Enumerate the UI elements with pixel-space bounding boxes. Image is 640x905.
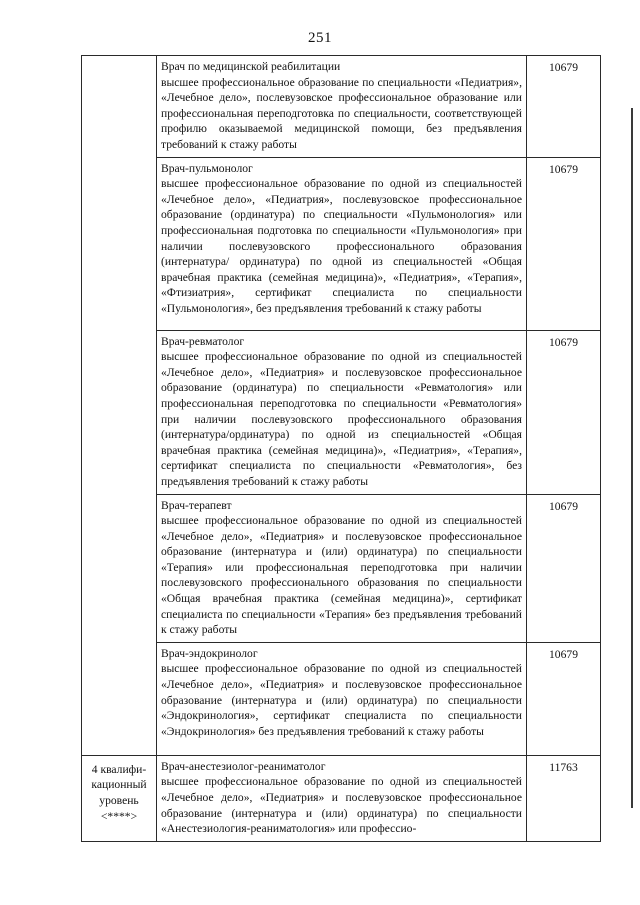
position-title: Врач по медицинской реабилитации [161,60,341,73]
table-row [82,755,601,841]
table-row [82,330,601,494]
salary-cell: 10679 [527,642,601,755]
page-number: 251 [308,30,332,46]
position-requirements: высшее профессиональное образование по одной из специальностей «Лечебное дело», «Педиатрия» и послевузовское профессиональное образование (ординатура) по специальности «Ревматология» или профессиональная переподготовка по специальности «Ревматология» при наличии послевузовского профессионального образования (интернатура/ординатура) по одной из специальностей «Общая врачебная практика (семейная медицина)», «Педиатрия», «Терапия», сертификат специалиста по специальности «Ревматология», без предъявления требований к стажу работы [161,350,522,488]
position-title: Врач-пульмонолог [161,161,253,175]
table-row [82,642,601,755]
salary-cell: 10679 [527,157,601,330]
position-requirements: высшее профессиональное образование по специальности «Педиатрия», «Лечебное дело», послевузовское профессиональное образование или профессиональная переподготовка по специальности, соответствующей профилю оказываемой медицинской помощи, без предъявления требований к стажу работы [161,75,522,151]
salary-cell: 10679 [527,56,601,158]
staff-qualification-table [81,55,601,842]
qualification-level-cell [82,56,157,756]
position-requirements: высшее профессиональное образование по одной из специальностей «Лечебное дело», «Педиатрия» и послевузовское профессиональное образование (интернатура и (или) ординатура) по специальности «Эндокринология», сертификат специалиста по специальности «Эндокринология» без предъявления требований к стажу работы [161,662,522,738]
qualification-level-cell: 4 квалифи- кационный уровень <****> [82,755,157,841]
position-description-cell [157,330,527,494]
table-row [82,56,601,158]
position-description-cell [157,642,527,755]
salary-cell: 10679 [527,494,601,642]
position-requirements: высшее профессиональное образование по одной из специальностей «Лечебное дело», «Педиатрия», послевузовское профессиональное образование (ординатура) по специальности «Пульмонология» или профессиональная подготовка по специальности «Пульмонология» при наличии послевузовского профессионального образования (интернатура/ ординатура) по одной из специальностей «Общая врачебная практика (семейная медицина)», «Педиатрия», «Терапия», «Фтизиатрия», сертификат специалиста по специальности «Пульмонология», без предъявления требований к стажу работы [161,177,522,315]
position-description-cell [157,56,527,158]
scan-edge-line [631,108,633,808]
position-title: Врач-ревматолог [161,334,245,348]
table-row [82,157,601,330]
salary-cell: 11763 [527,755,601,841]
position-requirements: высшее профессиональное образование по одной из специальностей «Лечебное дело», «Педиатрия» и послевузовское профессиональное образование (интернатура и (или) ординатура) по специальности «Анестезиология-реаниматология» или профессио- [161,775,522,836]
salary-cell: 10679 [527,330,601,494]
position-description-cell [157,494,527,642]
position-title: Врач-терапевт [161,498,232,512]
position-title: Врач-эндокринолог [161,646,258,660]
table-row [82,494,601,642]
position-title: Врач-анестезиолог-реаниматолог [161,759,326,773]
position-requirements: высшее профессиональное образование по одной из специальностей «Лечебное дело», «Педиатрия» и послевузовское профессиональное образование (интернатура и (или) ординатура) по специальности «Терапия» или профессиональная переподготовка при наличии послевузовского профессионального образования по специальности «Общая врачебная практика (семейная медицина)», сертификат специалиста по специальности «Терапия» без предъявления требований к стажу работы [161,514,522,637]
position-description-cell [157,157,527,330]
position-description-cell [157,755,527,841]
